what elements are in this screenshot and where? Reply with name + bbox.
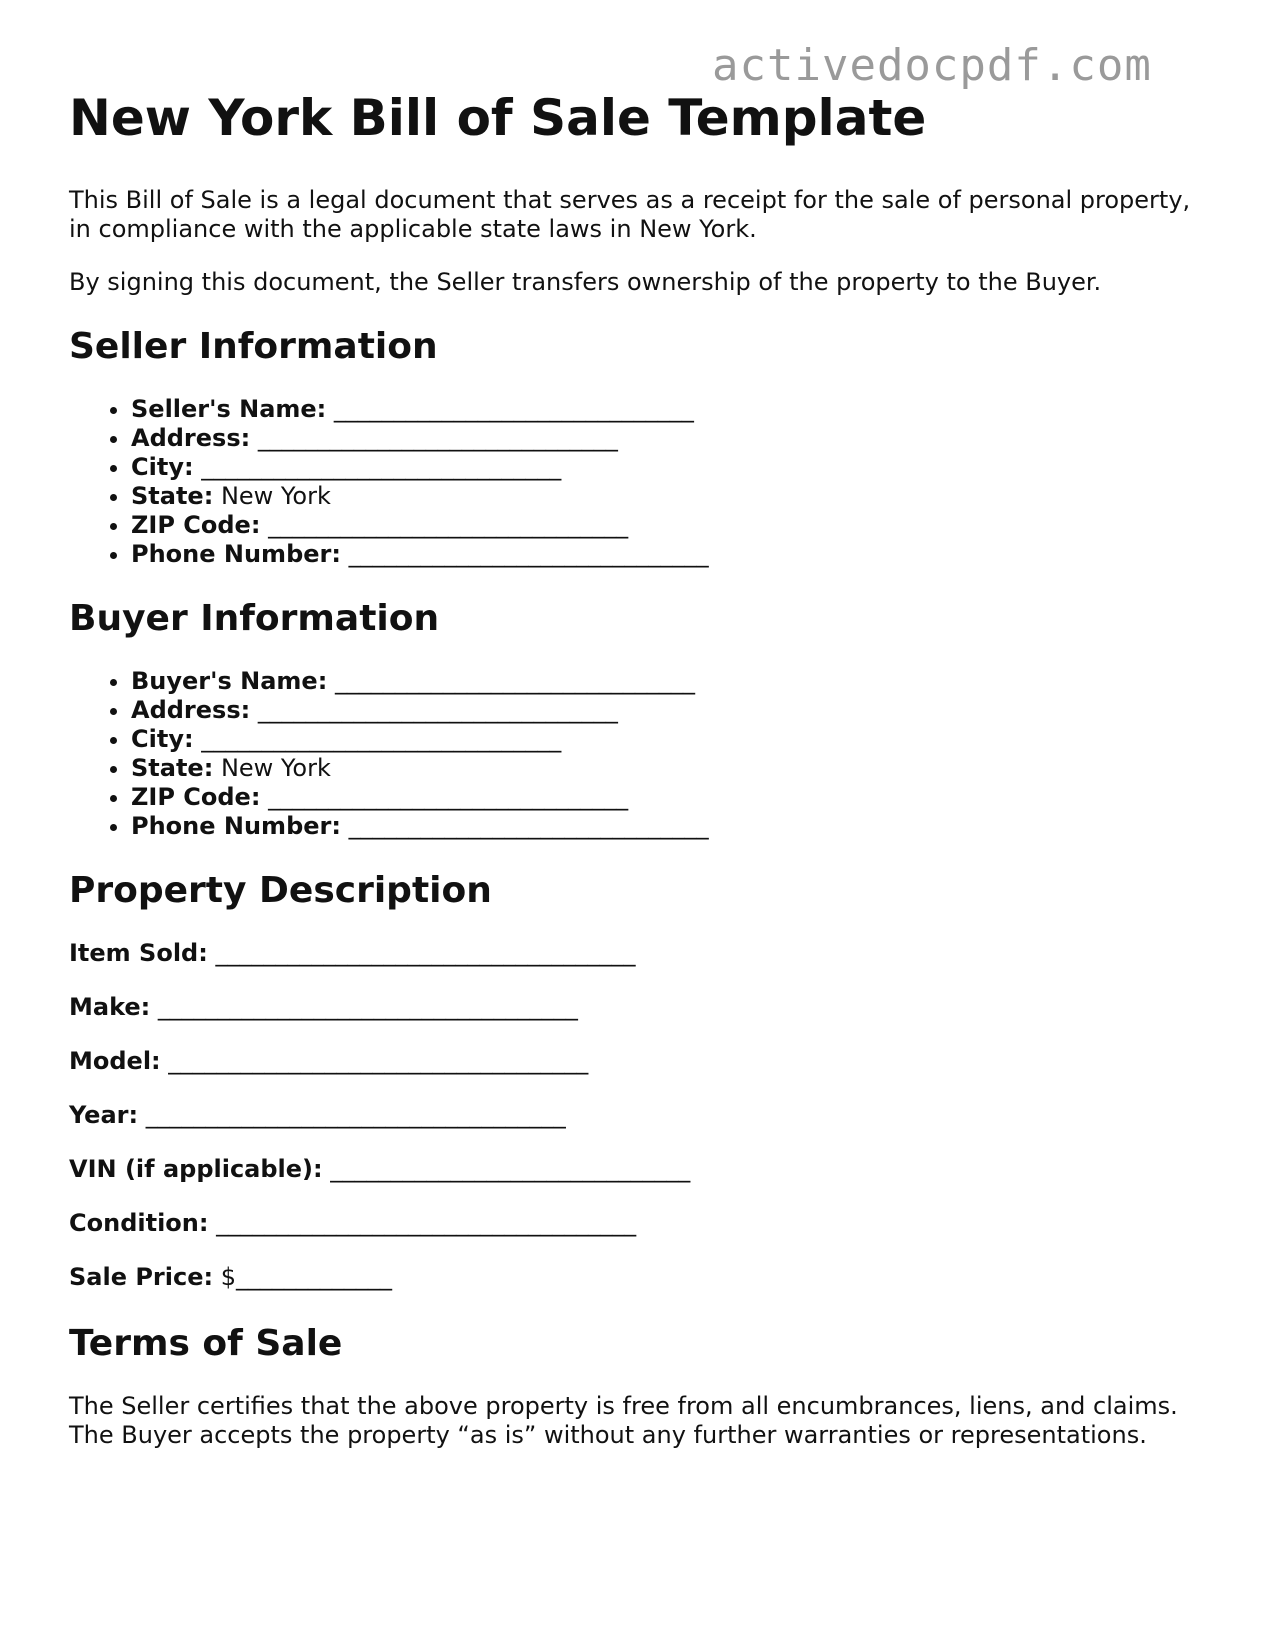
seller-heading: Seller Information <box>69 326 438 367</box>
intro-paragraph-2: By signing this document, the Seller transfers ownership of the property to the Buyer. <box>69 268 1102 296</box>
field-label: Item Sold: <box>69 939 208 967</box>
list-item <box>131 667 1209 696</box>
list-item <box>131 812 1209 841</box>
buyer-name-field[interactable]: ______________________________ <box>334 667 695 695</box>
property-line <box>69 1101 1209 1130</box>
list-item <box>131 453 1209 482</box>
field-label: State: <box>131 482 214 510</box>
field-label: ZIP Code: <box>131 511 261 539</box>
field-label: Buyer's Name: <box>131 667 328 695</box>
field-label: City: <box>131 725 194 753</box>
seller-name-field[interactable]: ______________________________ <box>333 395 694 423</box>
field-label: Address: <box>131 696 251 724</box>
list-item <box>131 783 1209 812</box>
field-label: City: <box>131 453 194 481</box>
terms-paragraph: The Seller certifies that the above property is free from all encumbrances, liens, and claims. The Buyer accepts the property “as is” without any further warranties or representations. <box>69 1392 1178 1449</box>
seller-address-field[interactable]: ______________________________ <box>257 424 618 452</box>
property-line <box>69 939 1209 968</box>
list-item <box>131 482 1209 511</box>
buyer-city-field[interactable]: ______________________________ <box>201 725 562 753</box>
buyer-address-field[interactable]: ______________________________ <box>257 696 618 724</box>
buyer-heading: Buyer Information <box>69 598 440 639</box>
sale-price-field[interactable]: $_____________ <box>220 1263 393 1291</box>
document-page <box>69 84 1209 1474</box>
field-label: VIN (if applicable): <box>69 1155 323 1183</box>
seller-city-field[interactable]: ______________________________ <box>201 453 562 481</box>
list-item <box>131 540 1209 569</box>
make-field[interactable]: ___________________________________ <box>157 993 578 1021</box>
seller-phone-field[interactable]: ______________________________ <box>348 540 709 568</box>
buyer-zip-field[interactable]: ______________________________ <box>268 783 629 811</box>
property-line <box>69 1209 1209 1238</box>
buyer-phone-field[interactable]: ______________________________ <box>348 812 709 840</box>
intro-paragraph-1: This Bill of Sale is a legal document that serves as a receipt for the sale of personal property, in compliance with the applicable state laws in New York. <box>69 186 1191 243</box>
field-label: Make: <box>69 993 151 1021</box>
condition-field[interactable]: ___________________________________ <box>216 1209 637 1237</box>
page-title: New York Bill of Sale Template <box>69 89 927 147</box>
vin-field[interactable]: ______________________________ <box>330 1155 691 1183</box>
field-label: Phone Number: <box>131 540 341 568</box>
list-item <box>131 424 1209 453</box>
property-line <box>69 1263 1209 1292</box>
list-item <box>131 696 1209 725</box>
buyer-state-value: New York <box>220 754 331 782</box>
field-label: Condition: <box>69 1209 209 1237</box>
field-label: Year: <box>69 1101 139 1129</box>
list-item <box>131 725 1209 754</box>
terms-heading: Terms of Sale <box>69 1323 343 1364</box>
property-line <box>69 993 1209 1022</box>
property-line <box>69 1155 1209 1184</box>
list-item <box>131 754 1209 783</box>
field-label: Model: <box>69 1047 161 1075</box>
field-label: Seller's Name: <box>131 395 327 423</box>
buyer-fields <box>69 667 1209 841</box>
field-label: Sale Price: <box>69 1263 214 1291</box>
list-item <box>131 395 1209 424</box>
property-heading: Property Description <box>69 870 492 911</box>
item-sold-field[interactable]: ___________________________________ <box>215 939 636 967</box>
model-field[interactable]: ___________________________________ <box>168 1047 589 1075</box>
field-label: Address: <box>131 424 251 452</box>
seller-state-value: New York <box>220 482 331 510</box>
list-item <box>131 511 1209 540</box>
seller-fields <box>69 395 1209 569</box>
seller-zip-field[interactable]: ______________________________ <box>268 511 629 539</box>
property-line <box>69 1047 1209 1076</box>
field-label: ZIP Code: <box>131 783 261 811</box>
year-field[interactable]: ___________________________________ <box>145 1101 566 1129</box>
field-label: Phone Number: <box>131 812 341 840</box>
watermark: activedocpdf.com <box>712 40 1152 91</box>
field-label: State: <box>131 754 214 782</box>
